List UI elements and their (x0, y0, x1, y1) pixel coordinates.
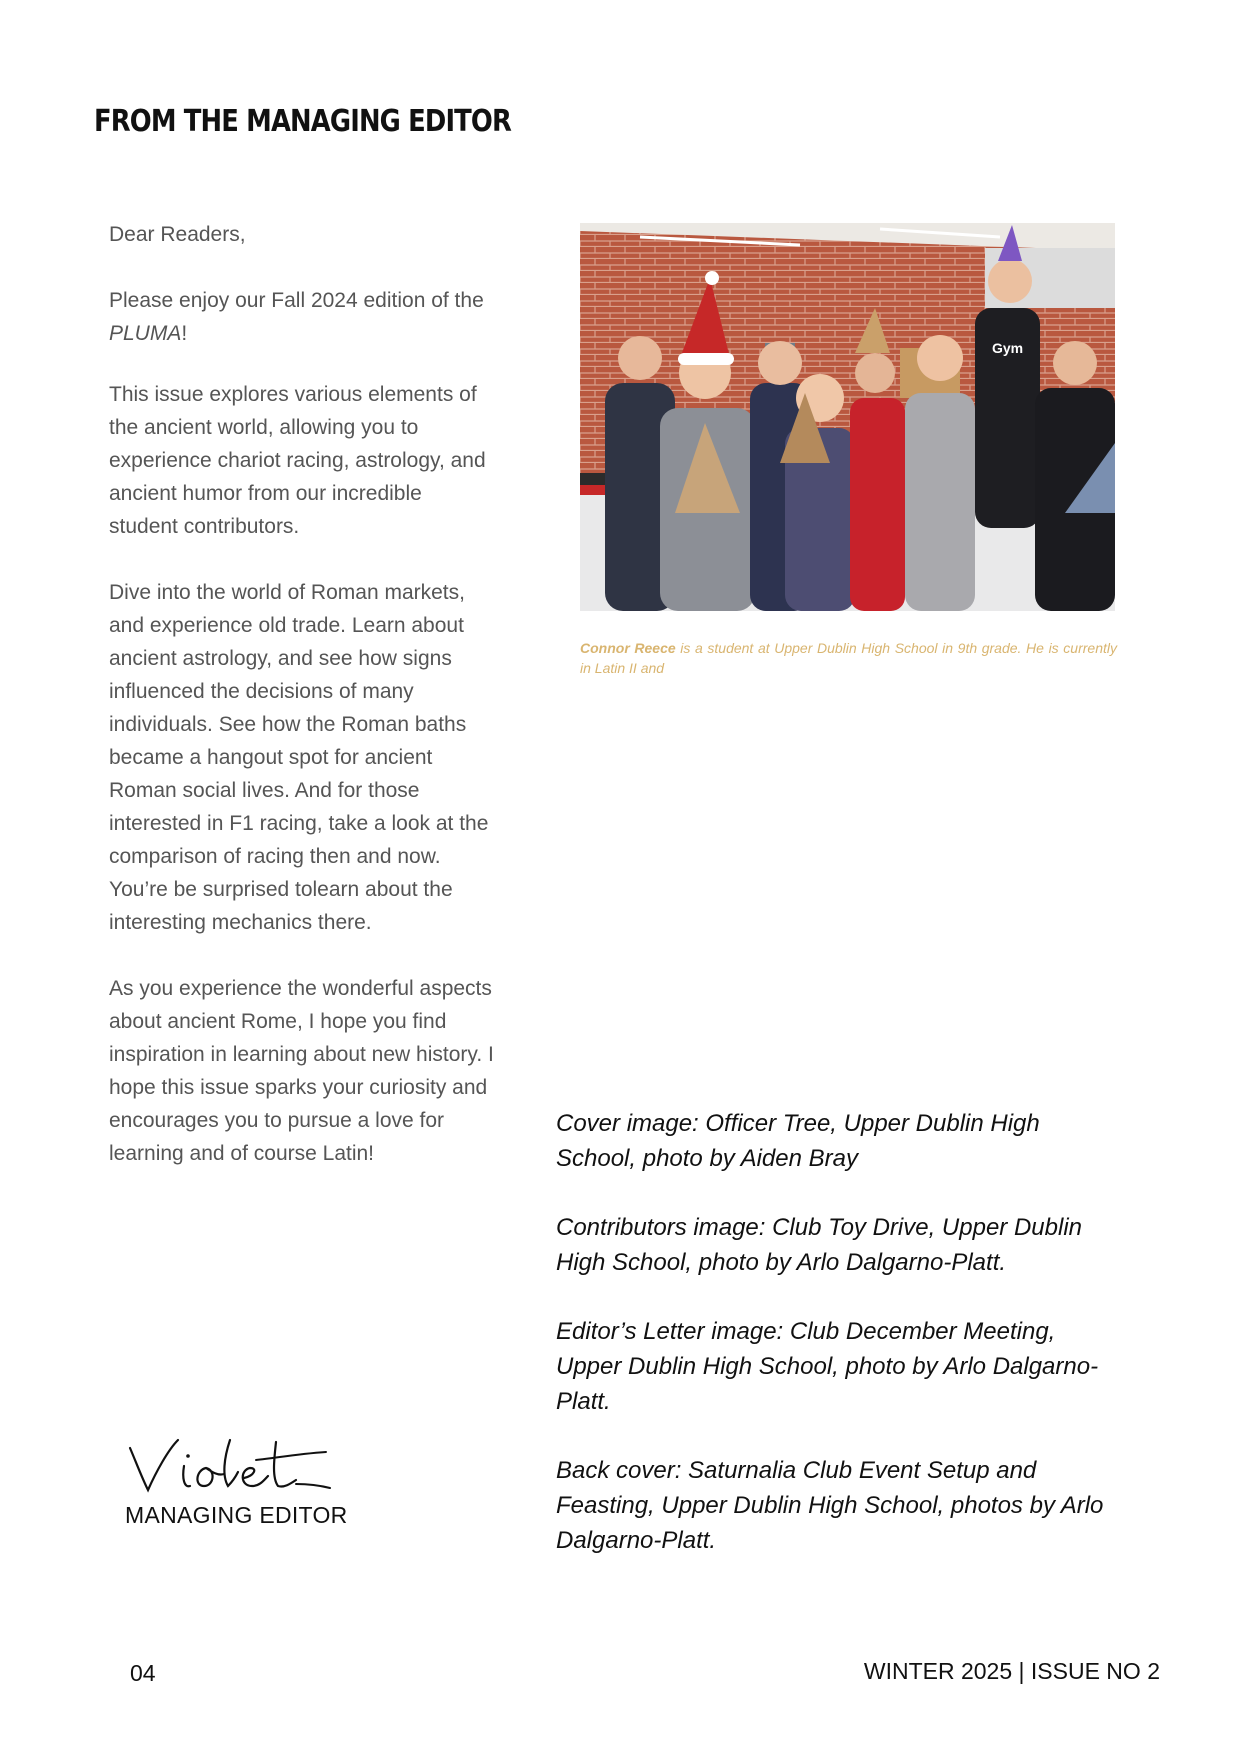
credit-item: Back cover: Saturnalia Club Event Setup and Feasting, Upper Dublin High School, photos by Arlo Dalgarno-Platt. (556, 1457, 1104, 1554)
club-meeting-photo (580, 223, 1115, 611)
letter-greeting: Dear Readers, (109, 223, 246, 246)
signature-title: MANAGING EDITOR (125, 1502, 348, 1528)
editor-letter (109, 218, 494, 1203)
letter-intro: Please enjoy our Fall 2024 edition of the PLUMA! (109, 289, 484, 345)
credit-item: Cover image: Officer Tree, Upper Dublin High School, photo by Aiden Bray (556, 1110, 1040, 1172)
credit-item: Contributors image: Club Toy Drive, Upper Dublin High School, photo by Arlo Dalgarno-Platt. (556, 1214, 1083, 1276)
credit-item: Editor’s Letter image: Club December Meeting, Upper Dublin High School, photo by Arlo Dalgarno-Platt. (556, 1318, 1099, 1415)
letter-paragraph: Dive into the world of Roman markets, and experience old trade. Learn about ancient astrology, and see how signs influenced the decisions of many individuals. See how the Roman baths became a hangout spot for ancient Roman social lives. And for those interested in F1 racing, take a look at the comparison of racing then and now. You’re be surprised tolearn about the interesting mechanics there. (109, 581, 489, 934)
letter-paragraph: As you experience the wonderful aspects about ancient Rome, I hope you find inspiration in learning about new history. I hope this issue sparks your curiosity and encourages you to pursue a love for learning and of course Latin! (109, 977, 494, 1165)
letter-paragraph: This issue explores various elements of the ancient world, allowing you to experience chariot racing, astrology, and ancient humor from our incredible student contributors. (109, 383, 486, 538)
image-credits (556, 1106, 1116, 1592)
page-heading: FROM THE MANAGING EDITOR (94, 104, 512, 139)
issue-label: WINTER 2025 | ISSUE NO 2 (863, 1658, 1160, 1684)
magazine-title: PLUMA (109, 322, 182, 345)
shirt-text: Gym (992, 340, 1024, 356)
page-number: 04 (130, 1660, 156, 1686)
caption-name: Connor Reece (580, 640, 676, 656)
photo-caption: Connor Reece is a student at Upper Dublin High School in 9th grade. He is currently in Latin II and (580, 640, 1117, 676)
editor-signature (126, 1432, 336, 1500)
